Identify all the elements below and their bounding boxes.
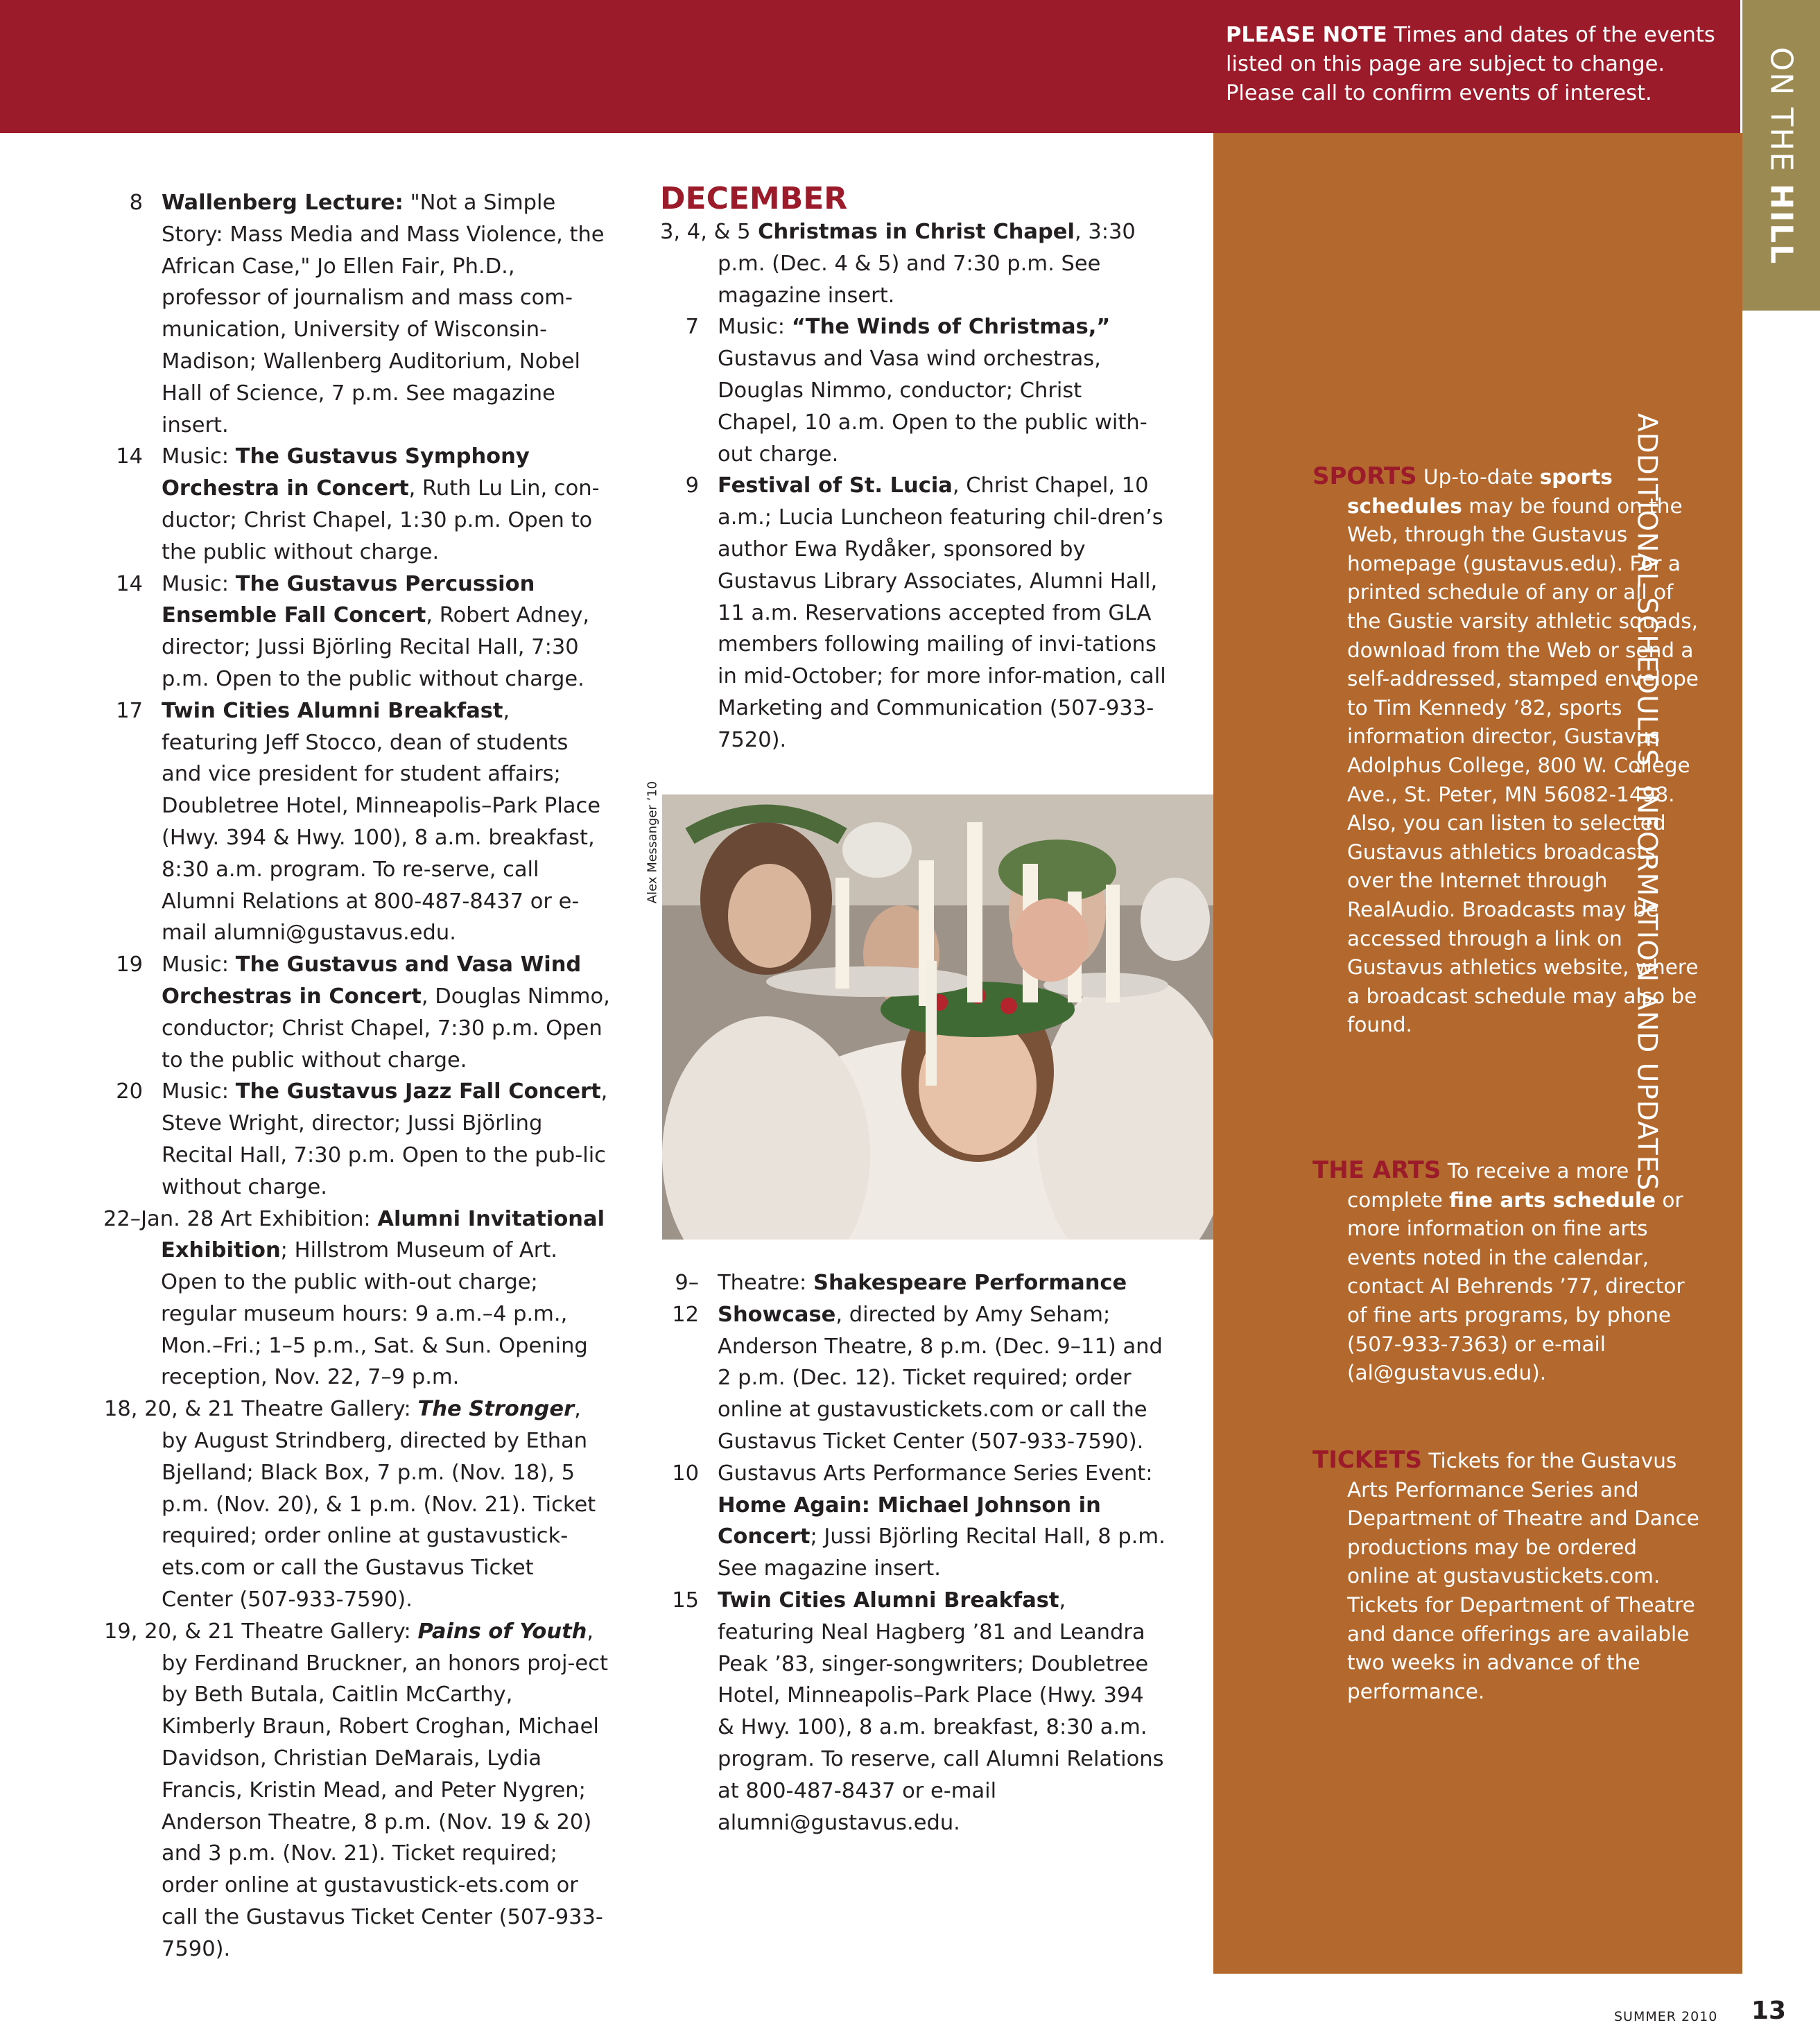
event-details: , Douglas Nimmo, conductor; Christ Chapel, 7:30 p.m. Open to the public without charge.: [162, 984, 610, 1072]
event-details: , featuring Jeff Stocco, dean of students and vice president for student affairs; Doubletree Hotel, Minneapolis–Park Place (Hwy. 394 & Hwy. 100), 8 a.m. breakfast, 8:30 a.m. program. To re-serve, call Alumni Relations at 800-487-8437 or e-mail alumni@gustavus.edu.: [162, 698, 601, 946]
sidebar-vertical-title: ADDITIONAL SCHEDULES, INFORMATION AND UPDATES: [1631, 412, 1663, 1192]
event-title: Festival of St. Lucia: [718, 473, 953, 498]
event-entry: [660, 311, 1166, 470]
event-entry: [104, 695, 610, 949]
event-title: Wallenberg Lecture:: [162, 191, 404, 215]
event-date: 14: [116, 444, 143, 469]
schedule-note: [1226, 21, 1739, 108]
tickets-heading: TICKETS: [1312, 1446, 1423, 1474]
event-entry: [104, 1393, 610, 1616]
event-category: Music:: [162, 1079, 236, 1104]
event-title: The Gustavus and Vasa Wind Orchestras in Concert: [162, 953, 582, 1009]
arts-text-2: or more information on fine arts events noted in the calendar, contact Al Behrends ’77, director of fine arts programs, by phone (507-933-7363) or e-mail (al@gustavus.edu).: [1347, 1188, 1685, 1385]
event-date: 20: [116, 1079, 143, 1104]
event-date: 18, 20, & 21: [104, 1397, 235, 1422]
event-title: The Gustavus Percussion Ensemble Fall Concert: [162, 571, 535, 628]
photo-credit: Alex Messanger ’10: [645, 781, 660, 904]
event-title: “The Winds of Christmas,”: [791, 315, 1111, 340]
december-events-column: [660, 182, 1166, 756]
event-details: , featuring Neal Hagberg ’81 and Leandra Peak ’83, singer-songwriters; Doubletree Hotel, Minneapolis–Park Place (Hwy. 394 & Hwy. 100), 8 a.m. breakfast, 8:30 a.m. program. To reserve, call Alumni Relations at 800-487-8437 or e-mail alumni@gustavus.edu.: [718, 1588, 1164, 1835]
event-date: 17: [116, 698, 143, 723]
event-details: , by August Strindberg, directed by Ethan Bjelland; Black Box, 7 p.m. (Nov. 18), 5 p.m. (Nov. 20), & 1 p.m. (Nov. 21). Ticket required; order online at gustavustick-ets.com or call the Gustavus Ticket Center (507-933-7590).: [162, 1397, 596, 1613]
event-details: , Steve Wright, director; Jussi Björling Recital Hall, 7:30 p.m. Open to the pub-lic without charge.: [162, 1079, 608, 1199]
event-details: , 3:30 p.m. (Dec. 4 & 5) and 7:30 p.m. See magazine insert.: [718, 220, 1136, 308]
event-title: The Stronger: [417, 1397, 575, 1422]
event-category: Theatre Gallery:: [234, 1397, 418, 1422]
arts-heading: THE ARTS: [1312, 1156, 1441, 1184]
event-title: Twin Cities Alumni Breakfast: [162, 698, 503, 723]
event-details: , by Ferdinand Bruckner, an honors proj-ect by Beth Butala, Caitlin McCarthy, Kimberly Braun, Robert Croghan, Michael Davidson, Christian DeMarais, Lydia Francis, Kristin Mead, and Peter Nygren; Anderson Theatre, 8 p.m. (Nov. 19 & 20) and 3 p.m. (Nov. 21). Ticket required; order online at gustavustick-ets.com or call the Gustavus Ticket Center (507-933-7590).: [162, 1619, 608, 1961]
note-text: Times and dates of the events listed on this page are subject to change. Please call to confirm events of interest.: [1226, 23, 1715, 105]
sports-text-2: may be found on the Web, through the Gustavus homepage (gustavus.edu). For a printed schedule of any or all of the Gustie varsity athletic squads, download from the Web or send a self-addressed, stamped envelope to Tim Kennedy ’82, sports information director, Gustavus Adolphus College, 800 W. College Ave., St. Peter, MN 56082-1498. Also, you can listen to selected Gustavus athletics broadcasts over the Internet through RealAudio. Broadcasts may be accessed through a link on Gustavus athletics website, where a broadcast schedule may also be found.: [1347, 494, 1699, 1037]
event-date: 9: [685, 473, 699, 498]
event-details: , Robert Adney, director; Jussi Björling Recital Hall, 7:30 p.m. Open to the public without charge.: [162, 603, 590, 691]
sports-text-1: Up-to-date: [1416, 465, 1540, 489]
event-entry: [104, 949, 610, 1076]
event-entry: [103, 1203, 610, 1394]
event-details: , Christ Chapel, 10 a.m.; Lucia Luncheon featuring chil-dren’s author Ewa Rydåker, sponsored by Gustavus Library Associates, Alumni Hall, 11 a.m. Reservations accepted from GLA members following mailing of invi-tations in mid-October; for more infor-mation, call Marketing and Communication (507-933-7520).: [718, 473, 1166, 752]
event-category: Gustavus Arts Performance Series Event:: [718, 1461, 1153, 1486]
section-tab-emphasis: HILL: [1763, 184, 1799, 266]
section-tab: [1742, 0, 1820, 311]
event-entry: [104, 441, 610, 568]
arts-text-bold: fine arts schedule: [1449, 1188, 1656, 1212]
december-events-column-continued: [660, 1267, 1166, 1839]
arts-text-1: To receive a more complete: [1347, 1159, 1629, 1212]
event-date: 19: [116, 953, 143, 977]
event-date: 7: [685, 315, 699, 340]
event-entry: [104, 187, 610, 441]
event-title: Pains of Youth: [417, 1619, 587, 1644]
arts-info: [1312, 1156, 1701, 1388]
event-details: , Ruth Lu Lin, con-ductor; Christ Chapel, 1:30 p.m. Open to the public without charge.: [162, 476, 600, 564]
event-title: Home Again: Michael Johnson in Concert: [718, 1493, 1101, 1549]
event-date: 3, 4, & 5: [660, 220, 751, 244]
event-entry: [660, 470, 1166, 756]
sports-heading: SPORTS: [1312, 462, 1417, 490]
page-number: 13: [1751, 1997, 1787, 2025]
section-tab-prefix: ON THE: [1763, 46, 1799, 184]
event-details: Gustavus and Vasa wind orchestras, Douglas Nimmo, conductor; Christ Chapel, 10 a.m. Open to the public with-out charge.: [718, 347, 1147, 467]
tickets-info: [1312, 1446, 1701, 1706]
event-title: Christmas in Christ Chapel: [750, 220, 1075, 244]
event-entry: [660, 1585, 1166, 1839]
event-date: 15: [672, 1588, 699, 1613]
event-title: Twin Cities Alumni Breakfast: [718, 1588, 1059, 1613]
photo-illustration: [662, 794, 1213, 1240]
event-details: ; Hillstrom Museum of Art. Open to the public with-out charge; regular museum hours: 9 a.m.–4 p.m., Mon.–Fri.; 1–5 p.m., Sat. & Sun. Opening reception, Nov. 22, 7–9 p.m.: [161, 1238, 588, 1390]
event-date: 14: [116, 571, 143, 596]
event-date: 8: [129, 191, 143, 215]
event-category: Music:: [162, 444, 236, 469]
event-details: ; Jussi Björling Recital Hall, 8 p.m. See magazine insert.: [718, 1524, 1165, 1581]
section-tab-label: [1764, 47, 1799, 266]
event-title: Alumni Invitational Exhibition: [161, 1206, 605, 1263]
tickets-text: Tickets for the Gustavus Arts Performance Series and Department of Theatre and Dance productions may be ordered online at gustavustickets.com. Tickets for Department of Theatre and dance offerings are available two weeks in advance of the performance.: [1347, 1449, 1699, 1703]
event-details: , directed by Amy Seham; Anderson Theatre, 8 p.m. (Dec. 9–11) and 2 p.m. (Dec. 12). Ticket required; order online at gustavustickets.com or call the Gustavus Ticket Center (507-933-7590).: [718, 1302, 1163, 1454]
november-events-column: [104, 187, 610, 1965]
header-bar: [0, 0, 1740, 133]
event-category: Theatre:: [718, 1271, 813, 1295]
event-entry: [660, 1267, 1166, 1458]
event-category: Music:: [162, 571, 236, 596]
event-title: The Gustavus Jazz Fall Concert: [235, 1079, 601, 1104]
sports-text-bold: sports schedules: [1347, 465, 1613, 518]
event-category: Music:: [718, 315, 792, 340]
st-lucia-photo: [662, 794, 1213, 1240]
event-entry: [660, 1458, 1166, 1585]
event-entry: [104, 1076, 610, 1203]
event-title: The Gustavus Symphony Orchestra in Concert: [162, 444, 530, 501]
event-title: Shakespeare Performance Showcase: [718, 1271, 1127, 1327]
event-date: 19, 20, & 21: [104, 1619, 235, 1644]
event-category: Theatre Gallery:: [234, 1619, 418, 1644]
event-details: "Not a Simple Story: Mass Media and Mass Violence, the African Case," Jo Ellen Fair, Ph.D., professor of journalism and mass com-munication, University of Wisconsin-Madison; Wallenberg Auditorium, Nobel Hall of Science, 7 p.m. See magazine insert.: [162, 191, 605, 437]
month-heading: DECEMBER: [660, 181, 848, 216]
event-entry: [104, 568, 610, 695]
event-date: 22–Jan. 28: [103, 1206, 214, 1231]
event-date: 10: [672, 1461, 699, 1486]
event-category: Music:: [162, 953, 236, 977]
sports-info: [1312, 462, 1701, 1040]
event-entry: [104, 1616, 610, 1965]
event-entry: [660, 216, 1166, 311]
event-category: Art Exhibition:: [214, 1206, 378, 1231]
issue-season: SUMMER 2010: [1614, 2009, 1718, 2024]
note-label: PLEASE NOTE: [1226, 23, 1387, 47]
event-date: 9–12: [672, 1271, 699, 1327]
